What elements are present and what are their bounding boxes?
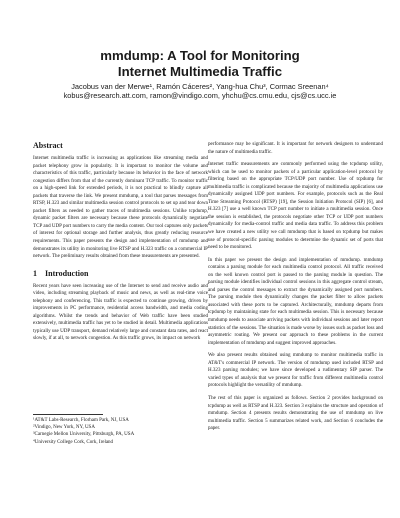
section-number: 1 [33, 268, 37, 278]
body-paragraph: In this paper we present the design and implementation of mmdump. mmdump contains a parsing module for each multimedia control protocol. All traffic received on the well known control port is passed to the parsing module in question. The parsing module identifies individual control sessions in this aggregate control stream, and parses the control messages to extract the dynamically assigned port numbers. The parsing module then dynamically changes the packet filter to allow packets associated with these ports to be captured. Architecturally, mmdump departs from tcpdump by maintaining state for each multimedia session. This is necessary because mmdump needs to associate arriving packets with individual sessions and later report statistics of the sessions. The situation is made worse by issues such as packet loss and asymmetric routing. We present our approach to these problems in the current implementation of mmdump and suggest improved approaches. [208, 256, 383, 346]
section-heading-introduction [33, 269, 208, 279]
body-paragraph: We also present results obtained using mmdump to monitor multimedia traffic in AT&T's commercial IP network. The version of mmdump used included RTSP and H.323 parsing modules; we have since developed a rudimentary SIP parser. The varied types of analysis that we present for traffic from different multimedia control protocols highlight the versatility of mmdump. [208, 352, 383, 389]
right-column [208, 141, 383, 433]
abstract-text: Internet multimedia traffic is increasing as applications like streaming media and packet telephony grow in popularity. It is important to monitor the volume and characteristics of this traffic, particularly because its behavior in the face of network congestion differs from that of the currently dominant TCP traffic. To monitor traffic on a high-speed link for extended periods, it is not practical to blindly capture all packets that traverse the link. We present mmdump, a tool that parses messages from RTSP, H.323 and similar multimedia session control protocols to set up and tear down packet filters as needed to gather traces of multimedia sessions. Unlike tcpdump, dynamic packet filters are necessary because these protocols dynamically negotiate TCP and UDP port numbers to carry the media content. Our tool captures only packets of interest for optional storage and further analysis, thus greatly reducing resource requirements. This paper presents the design and implementation of mmdump and demonstrates its utility in monitoring live RTSP and H.323 traffic on a commercial IP network. The preliminary results obtained from these measurements are presented. [33, 155, 208, 260]
paper-title-line-2: Internet Multimedia Traffic [117, 64, 283, 79]
footnote-affiliation-3: ³Carnegie Mellon University, Pittsburgh, PA, USA [33, 432, 135, 438]
left-column [33, 141, 208, 343]
footnote-affiliation-4: ⁴University College Cork, Cork, Ireland [33, 439, 114, 445]
footnote-affiliation-1: ¹AT&T Labs-Research, Florham Park, NJ, USA [33, 418, 129, 423]
author-emails: kobus@research.att.com, ramon@vindigo.com, yhchu@cs.cmu.edu, cjs@cs.ucc.ie [63, 91, 337, 100]
body-paragraph: The rest of this paper is organized as follows. Section 2 provides background on tcpdump as well as RTSP and H.323. Section 3 explains the structure and operation of mmdump. Section 4 presents results demonstrating the use of mmdump on live multimedia traffic. Section 5 summarizes related work, and Section 6 concludes the paper. [208, 394, 383, 432]
section-title: Introduction [45, 268, 89, 278]
body-paragraph: performance may be significant. It is important for network designers to understand the nature of multimedia traffic. [208, 141, 383, 155]
abstract-heading: Abstract [33, 141, 63, 150]
paper-title-line-1: mmdump: A Tool for Monitoring [100, 48, 300, 63]
footnotes [33, 417, 208, 446]
footnote-affiliation-2: ²Vindigo, New York, NY, USA [33, 425, 95, 431]
footnote-rule [33, 414, 103, 415]
author-list: Jacobus van der Merwe¹, Ramón Cáceres², Yang-hua Chu³, Cormac Sreenan⁴ [71, 82, 329, 91]
introduction-paragraph: Recent years have seen increasing use of the Internet to send and receive audio and video, including streaming playback of music and news, as well as real-time voice telephony and conferencing. This traffic is expected to continue growing, driven by improvements in PC performance, residential access bandwidth, and media coding algorithms. Whilst the trends and behavior of Web traffic have been studied extensively, multimedia traffic has yet to be studied in detail. Multimedia applications typically use UDP transport, demand relatively large and constant data rates, and react slowly, if at all, to network congestion. As this traffic grows, its impact on network [33, 282, 208, 342]
body-paragraph: Internet traffic measurements are commonly performed using the tcpdump utility, which can be used to monitor packets of a particular application-level protocol by filtering based on the appropriate TCP/UDP port number. Use of tcpdump for multimedia traffic is complicated because the majority of multimedia applications use dynamically assigned UDP port numbers. For example, protocols such as the Real Time Streaming Protocol (RTSP) [19], the Session Initiation Protocol (SIP) [6], and H.323 [7] use a well known TCP port number to initiate a multimedia session. Once the session is established, the protocols negotiate other TCP or UDP port numbers dynamically for media-control traffic and media data traffic. To address this problem we have created a new utility we call mmdump that is based on tcpdump but makes use of protocol-specific parsing modules to determine the dynamic set of ports that need to be monitored. [208, 161, 383, 251]
